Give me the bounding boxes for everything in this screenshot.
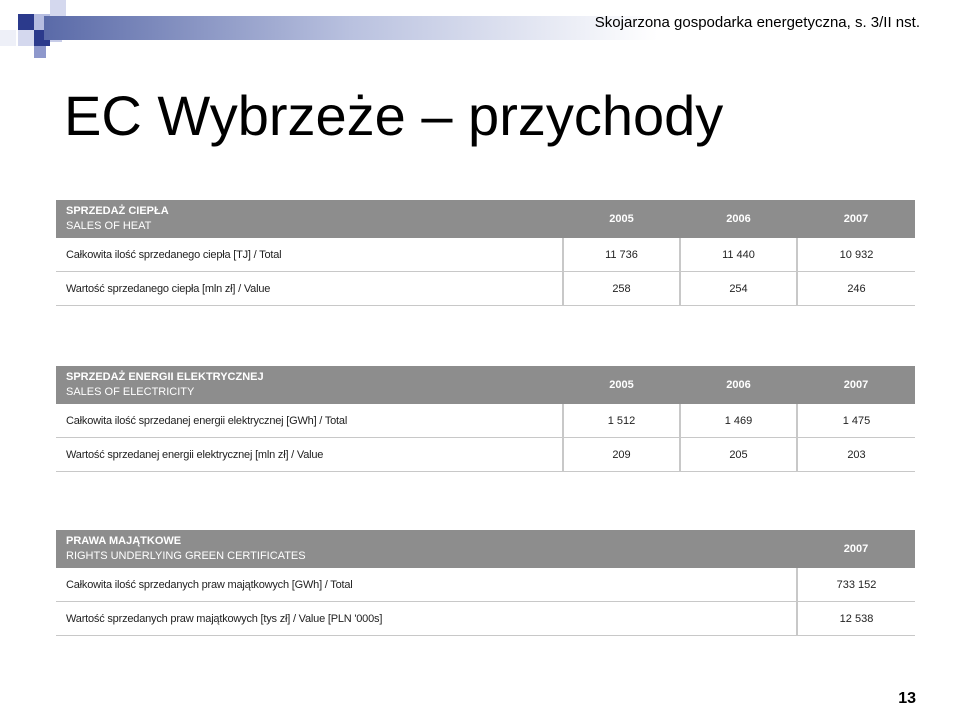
year-header: 2007 <box>797 200 915 238</box>
cell-value: 209 <box>563 438 680 472</box>
year-header: 2006 <box>680 366 797 404</box>
table-row <box>56 438 915 472</box>
row-label: Wartość sprzedanej energii elektrycznej [mln zł] / Value <box>56 438 563 472</box>
cell-value: 205 <box>680 438 797 472</box>
page-number: 13 <box>898 690 916 707</box>
year-header: 2007 <box>797 366 915 404</box>
green-certificates-table <box>56 530 915 636</box>
cell-value: 1 512 <box>563 404 680 438</box>
heading-en: RIGHTS UNDERLYING GREEN CERTIFICATES <box>66 550 306 562</box>
table-row <box>56 404 915 438</box>
table-header-row <box>56 366 915 404</box>
cell-value: 1 475 <box>797 404 915 438</box>
table-row <box>56 602 915 636</box>
table-row <box>56 272 915 306</box>
row-label: Całkowita ilość sprzedanych praw majątkowych [GWh] / Total <box>56 568 797 602</box>
slide-title: EC Wybrzeże – przychody <box>64 84 724 147</box>
row-label: Wartość sprzedanego ciepła [mln zł] / Value <box>56 272 563 306</box>
cell-value: 203 <box>797 438 915 472</box>
heat-sales-table <box>56 200 915 306</box>
header-subtitle: Skojarzona gospodarka energetyczna, s. 3/II nst. <box>594 14 920 31</box>
row-label: Całkowita ilość sprzedanego ciepła [TJ] / Total <box>56 238 563 272</box>
heading-en: SALES OF ELECTRICITY <box>66 386 195 398</box>
heading-en: SALES OF HEAT <box>66 220 152 232</box>
cell-value: 11 736 <box>563 238 680 272</box>
heading-pl: SPRZEDAŻ CIEPŁA <box>66 205 169 217</box>
table-row <box>56 238 915 272</box>
electricity-sales-table <box>56 366 915 472</box>
cell-value: 10 932 <box>797 238 915 272</box>
heading-pl: PRAWA MAJĄTKOWE <box>66 535 182 547</box>
cell-value: 11 440 <box>680 238 797 272</box>
row-label: Wartość sprzedanych praw majątkowych [tys zł] / Value [PLN '000s] <box>56 602 797 636</box>
table-heading <box>56 530 797 568</box>
year-header: 2005 <box>563 366 680 404</box>
year-header: 2006 <box>680 200 797 238</box>
row-label: Całkowita ilość sprzedanej energii elektrycznej [GWh] / Total <box>56 404 563 438</box>
table-header-row <box>56 530 915 568</box>
cell-value: 246 <box>797 272 915 306</box>
cell-value: 1 469 <box>680 404 797 438</box>
cell-value: 12 538 <box>797 602 915 636</box>
year-header: 2007 <box>797 530 915 568</box>
table-row <box>56 568 915 602</box>
year-header: 2005 <box>563 200 680 238</box>
table-heading <box>56 366 563 404</box>
table-header-row <box>56 200 915 238</box>
table-heading <box>56 200 563 238</box>
cell-value: 254 <box>680 272 797 306</box>
heading-pl: SPRZEDAŻ ENERGII ELEKTRYCZNEJ <box>66 371 264 383</box>
cell-value: 258 <box>563 272 680 306</box>
cell-value: 733 152 <box>797 568 915 602</box>
